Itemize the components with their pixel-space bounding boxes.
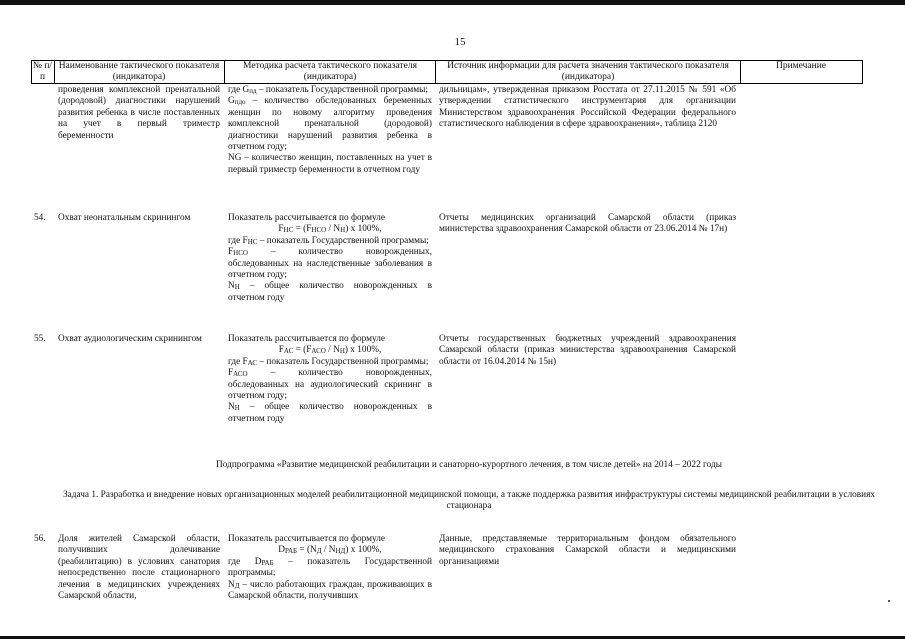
row54-source: Отчеты медицинских организаций Самарской области (приказ министерства здравоохранения Самарской области от 23.06.2014 № 17н) <box>439 213 736 235</box>
scan-bottom-border <box>0 636 905 639</box>
subprogram-title: Подпрограмма «Развитие медицинской реабилитации и санаторно-курортного лечения, в том числе детей» на 2014 – 2022 годы <box>216 460 722 470</box>
column-divider <box>740 60 741 84</box>
method-intro: Показатель рассчитывается по формуле <box>228 334 386 344</box>
formula: $F_{АС} = (F_{АСО} / N_Н)$ x 100%, <box>278 345 382 356</box>
row-cont-source: дильницам», утвержденная приказом Росстата от 27.11.2015 № 591 «Об утверждении статистического инструментария для организации Министерством здравоохранения Российской Федерации федерального статистического наблюдения в сфере здравоохранения», таблица 2120 <box>439 85 736 130</box>
method-line: где $G_{пд}$ – показатель Государственной программы; <box>228 85 428 95</box>
header-source: Источник информации для расчета значения тактического показателя (индикатора) <box>447 61 729 82</box>
row55-method <box>228 334 432 425</box>
formula: $D_{РАБ} = (N_Д / N_{НД})$ x 100%, <box>278 545 382 556</box>
row56-source: Данные, представляемые территориальным фондом обязательного медицинского страхования Самарской области и медицинскими организациями <box>439 534 736 567</box>
row-number: 56. <box>34 534 46 544</box>
row54-method <box>228 213 432 304</box>
method-intro: Показатель рассчитывается по формуле <box>228 213 386 223</box>
table-header-bottom-border <box>31 83 863 84</box>
row55-source: Отчеты государственных бюджетных учреждений здравоохранения Самарской области (приказ министерства здравоохранения Самарской области от 16.04.2014 № 15н) <box>439 334 736 367</box>
header-num: № п/п <box>32 61 53 82</box>
row56-method <box>228 534 432 602</box>
method-line: $N_Н$ – общее количество новорожденных в отчетном году <box>228 402 432 424</box>
row55-name: Охват аудиологическим скринингом <box>58 334 202 344</box>
scan-speck <box>888 600 890 602</box>
row-number: 55. <box>34 334 46 344</box>
method-line: где $F_{НС}$ – показатель Государственной программы; <box>228 235 429 246</box>
task-title: Задача 1. Разработка и внедрение новых организационных моделей реабилитационной медицинской помощи, а также поддержка развития инфраструктуры системы медицинской реабилитации в условиях стационара <box>62 490 876 512</box>
method-intro: Показатель рассчитывается по формуле <box>228 534 386 544</box>
method-line: где $D_{РАБ}$ – показатель Государственной программы; <box>228 556 432 579</box>
row-cont-name: проведения комплексной пренатальной (дородовой) диагностики нарушений развития ребенка в числе поставленных на учет в первый триместр беременности <box>58 85 220 141</box>
header-name: Наименование тактического показателя (индикатора) <box>58 61 220 82</box>
method-line: $F_{АСО}$ – количество новорожденных, обследованных на аудиологический скрининг в отчетном году; <box>228 368 432 402</box>
row56-name: Доля жителей Самарской области, получивших долечивание (реабилитацию) в условиях санатория непосредственно после стационарного лечения в медицинских учреждениях Самарской области, <box>58 534 220 602</box>
header-method: Методика расчета тактического показателя (индикатора) <box>243 61 417 82</box>
method-line: $N_Д$ – число работающих граждан, проживающих в Самарской области, получивших <box>228 579 432 602</box>
method-line: $F_{НСО}$ – количество новорожденных, обследованных на наследственные заболевания в отчетном году; <box>228 247 432 281</box>
formula: $F_{НС} = (F_{НСО} / N_Н)$ x 100%, <box>278 224 382 235</box>
scan-top-border <box>0 0 905 5</box>
column-divider <box>224 60 225 84</box>
method-line: где $F_{АС}$ – показатель Государственной программы; <box>228 356 429 367</box>
row54-name: Охват неонатальным скринингом <box>58 213 191 223</box>
header-note: Примечание <box>775 61 827 71</box>
method-line: NG – количество женщин, поставленных на учет в первый триместр беременности в отчетном году <box>228 153 432 175</box>
column-divider <box>862 60 863 84</box>
page-number: 15 <box>454 36 466 48</box>
row-cont-method <box>228 85 432 176</box>
column-divider <box>54 60 55 84</box>
method-line: $G_{пдо}$ – количество обследованных беременных женщин по новому алгоритму проведения комплексной пренатальной (дородовой) диагностики нарушений развития ребенка в отчетном году; <box>228 96 432 153</box>
column-divider <box>435 60 436 84</box>
row-number: 54. <box>34 213 46 223</box>
method-line: $N_Н$ – общее количество новорожденных в отчетном году <box>228 281 432 303</box>
